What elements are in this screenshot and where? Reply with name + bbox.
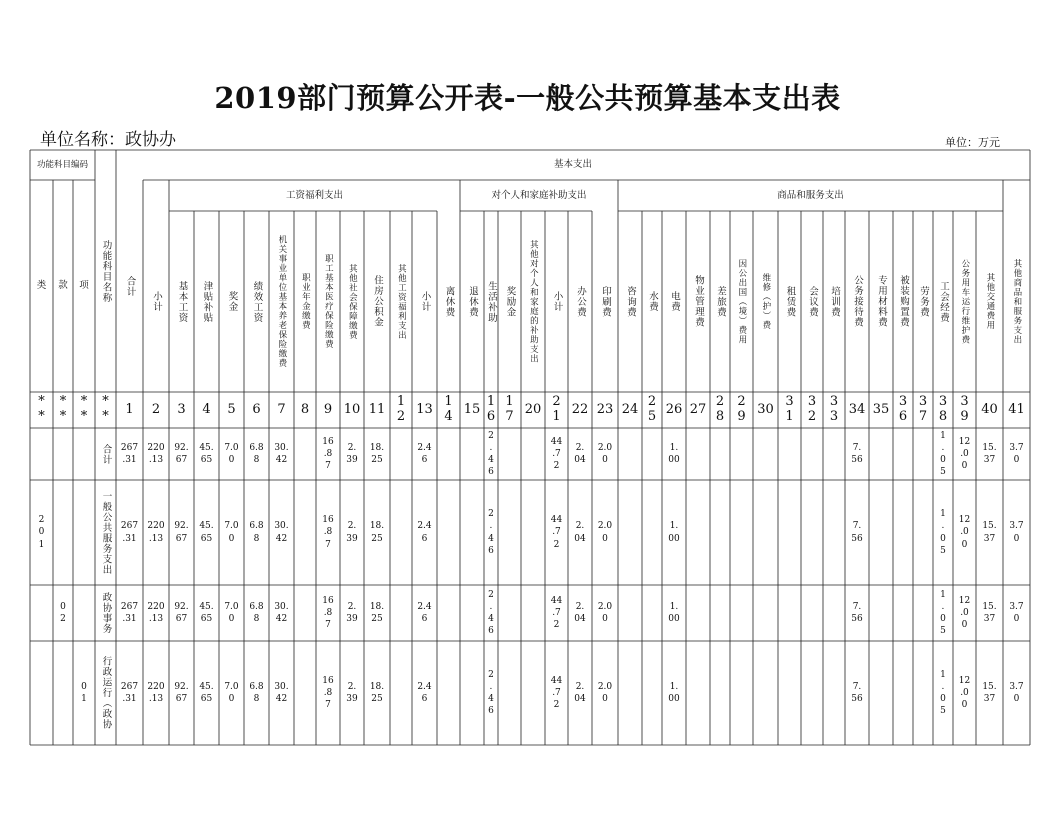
row-value-cell xyxy=(294,585,316,641)
index-cell: 11 xyxy=(368,401,386,417)
row-value-cell xyxy=(437,428,460,480)
row-value-cell: 2 . 4 6 xyxy=(488,589,494,637)
row-value-cell: 267 .31 xyxy=(120,442,139,465)
row-value-cell xyxy=(753,428,778,480)
row-value-cell: 220 .13 xyxy=(147,442,165,465)
row-value-cell: 2.0 0 xyxy=(597,442,613,465)
row-value-cell xyxy=(778,641,801,745)
row-value-cell xyxy=(390,641,412,745)
func-name-header: 功能科目名称 xyxy=(100,239,112,303)
index-cell: 2 xyxy=(151,401,161,417)
row-name-cell: 政协事务 xyxy=(100,592,112,634)
row-value-cell xyxy=(893,585,913,641)
row-value-cell xyxy=(778,480,801,585)
row-value-cell: 30. 42 xyxy=(274,601,289,624)
row-value-cell: 2 . 4 6 xyxy=(488,509,494,556)
column-header: 其他工资福利支出 xyxy=(396,263,407,340)
row-value-cell: 2 . 4 6 xyxy=(488,430,494,478)
row-value-cell xyxy=(869,585,893,641)
index-cell: * * xyxy=(80,394,88,424)
row-value-cell: 12 .0 0 xyxy=(958,595,971,631)
row-value-cell xyxy=(730,641,753,745)
column-header: 公务用车运行维护费 xyxy=(959,258,970,345)
column-header: 租赁费 xyxy=(784,285,796,318)
row-value-cell: 30. 42 xyxy=(274,681,289,704)
row-value-cell: 267 .31 xyxy=(120,521,139,544)
row-value-cell xyxy=(869,641,893,745)
column-header: 奖金 xyxy=(226,291,238,312)
row-value-cell: 6.8 8 xyxy=(249,442,264,465)
row-value-cell: 2. 04 xyxy=(574,521,586,544)
row-value-cell xyxy=(460,641,484,745)
row-name-cell: 一般公共服务支出 xyxy=(100,490,112,575)
row-value-cell xyxy=(913,585,933,641)
column-header: 小计 xyxy=(419,291,431,312)
index-cell: 22 xyxy=(571,401,589,417)
row-value-cell xyxy=(498,480,521,585)
row-value-cell xyxy=(730,585,753,641)
row-name-cell: 合计 xyxy=(100,443,112,465)
column-header: 差旅费 xyxy=(714,285,726,318)
row-value-cell: 16 .8 7 xyxy=(322,595,334,631)
row-value-cell: 6.8 8 xyxy=(249,681,264,704)
row-value-cell xyxy=(498,641,521,745)
row-value-cell: 220 .13 xyxy=(147,521,165,544)
row-value-cell xyxy=(913,641,933,745)
row-value-cell xyxy=(498,428,521,480)
row-value-cell xyxy=(686,585,710,641)
row-value-cell: 12 .0 0 xyxy=(958,675,971,711)
row-value-cell: 7. 56 xyxy=(851,442,863,465)
goods-group-header: 商品和服务支出 xyxy=(777,189,844,201)
page-title: 2019部门预算公开表-一般公共预算基本支出表 xyxy=(214,81,841,115)
row-value-cell: 30. 42 xyxy=(274,442,289,465)
column-header: 会议费 xyxy=(806,285,818,318)
row-value-cell: 44 .7 2 xyxy=(550,675,563,711)
column-header: 培训费 xyxy=(828,285,840,318)
row-value-cell: 3.7 0 xyxy=(1009,521,1024,544)
row-value-cell: 3.7 0 xyxy=(1009,601,1024,624)
row-value-cell: 16 .8 7 xyxy=(322,436,334,472)
index-cell: 3 1 xyxy=(785,394,794,424)
row-value-cell xyxy=(521,641,545,745)
row-value-cell: 16 .8 7 xyxy=(322,675,334,711)
index-cell: 1 6 xyxy=(486,394,496,424)
row-value-cell xyxy=(893,641,913,745)
row-value-cell: 220 .13 xyxy=(147,681,165,704)
index-cell: 27 xyxy=(689,401,707,417)
row-value-cell xyxy=(869,428,893,480)
row-value-cell xyxy=(642,428,662,480)
column-header: 绩效工资 xyxy=(251,280,263,323)
row-value-cell xyxy=(521,428,545,480)
row-value-cell xyxy=(913,480,933,585)
row-value-cell xyxy=(521,480,545,585)
row-value-cell: 2. 39 xyxy=(346,442,358,465)
row-value-cell: 18. 25 xyxy=(369,442,385,465)
row-value-cell: 18. 25 xyxy=(369,681,385,704)
column-header: 机关事业单位基本养老保险缴费 xyxy=(276,235,287,368)
row-value-cell: 1 . 0 5 xyxy=(940,589,946,637)
func-code-header: 功能科目编码 xyxy=(36,159,88,170)
wage-group-header: 工资福利支出 xyxy=(285,189,343,201)
column-header: 物业管理费 xyxy=(692,275,704,328)
unit-name: 单位名称：政协办 xyxy=(40,130,176,150)
unit-label: 单位：万元 xyxy=(945,136,1000,149)
row-value-cell: 45. 65 xyxy=(199,681,214,704)
row-value-cell: 2.4 6 xyxy=(417,521,432,544)
column-header: 住房公积金 xyxy=(371,275,383,328)
row-value-cell: 45. 65 xyxy=(199,442,214,465)
row-value-cell xyxy=(893,428,913,480)
index-cell: 3 xyxy=(177,401,186,417)
row-value-cell: 2. 04 xyxy=(574,681,586,704)
row-kuan-cell xyxy=(53,641,73,745)
row-value-cell: 1 . 0 5 xyxy=(940,430,946,478)
row-lei-cell xyxy=(30,641,53,745)
column-header: 工会经费 xyxy=(937,280,949,323)
column-header: 其他商品和服务支出 xyxy=(1011,258,1022,345)
column-header: 电费 xyxy=(668,291,680,312)
column-header: 小计 xyxy=(150,291,162,312)
row-value-cell xyxy=(801,428,823,480)
index-cell: 13 xyxy=(416,401,433,417)
row-lei-cell xyxy=(30,585,53,641)
row-value-cell xyxy=(869,480,893,585)
row-value-cell: 2.4 6 xyxy=(417,442,432,465)
column-header: 职工基本医疗保险缴费 xyxy=(323,254,334,349)
index-cell: 1 xyxy=(125,401,134,417)
row-value-cell xyxy=(498,585,521,641)
kuan-header: 款 xyxy=(58,280,68,292)
row-value-cell xyxy=(294,641,316,745)
row-value-cell xyxy=(618,585,642,641)
index-cell: 3 2 xyxy=(807,394,817,424)
row-value-cell: 7. 56 xyxy=(851,601,863,624)
row-kuan-cell xyxy=(53,480,73,585)
row-value-cell: 30. 42 xyxy=(274,521,289,544)
row-xiang-cell xyxy=(73,480,95,585)
row-value-cell: 92. 67 xyxy=(174,681,189,704)
row-value-cell xyxy=(390,428,412,480)
index-cell: * * xyxy=(59,394,67,424)
row-value-cell: 45. 65 xyxy=(199,521,214,544)
row-value-cell: 2. 04 xyxy=(574,601,586,624)
row-value-cell xyxy=(686,428,710,480)
basic-expense-header: 基本支出 xyxy=(553,159,592,171)
index-cell: 23 xyxy=(596,401,614,417)
index-cell: 3 3 xyxy=(829,394,839,424)
row-kuan-cell: 0 2 xyxy=(60,601,66,624)
row-value-cell xyxy=(753,641,778,745)
column-header: 离休费 xyxy=(443,285,455,318)
index-cell: 20 xyxy=(524,401,542,417)
column-header: 公务接待费 xyxy=(851,275,863,328)
index-cell: 9 xyxy=(323,401,333,417)
index-cell: 3 7 xyxy=(918,394,928,424)
row-value-cell: 267 .31 xyxy=(120,681,139,704)
index-cell: 35 xyxy=(872,401,890,417)
row-value-cell: 2.0 0 xyxy=(597,681,613,704)
row-value-cell xyxy=(913,428,933,480)
row-value-cell: 7. 56 xyxy=(851,521,863,544)
row-value-cell: 1. 00 xyxy=(668,521,680,544)
row-value-cell xyxy=(801,480,823,585)
row-value-cell xyxy=(778,585,801,641)
column-header: 职业年金缴费 xyxy=(300,273,311,330)
row-value-cell xyxy=(686,641,710,745)
row-value-cell xyxy=(437,641,460,745)
index-cell: 3 8 xyxy=(938,394,948,424)
row-value-cell xyxy=(753,480,778,585)
column-header: 基本工资 xyxy=(176,280,188,323)
row-value-cell: 1. 00 xyxy=(668,601,680,624)
index-cell: 30 xyxy=(757,401,774,417)
row-value-cell: 12 .0 0 xyxy=(958,515,971,550)
row-value-cell: 18. 25 xyxy=(369,601,385,624)
row-value-cell: 3.7 0 xyxy=(1009,442,1024,465)
row-value-cell xyxy=(823,428,845,480)
index-cell: 6 xyxy=(252,401,261,417)
row-value-cell: 18. 25 xyxy=(369,521,385,544)
row-value-cell: 2 . 4 6 xyxy=(488,669,494,717)
row-value-cell xyxy=(893,480,913,585)
column-header: 生活补助 xyxy=(485,280,497,323)
index-cell: 1 4 xyxy=(444,394,453,424)
row-value-cell: 44 .7 2 xyxy=(550,436,563,472)
column-header: 其他对个人和家庭的补助支出 xyxy=(528,239,539,364)
row-value-cell xyxy=(521,585,545,641)
row-value-cell xyxy=(437,585,460,641)
row-value-cell: 44 .7 2 xyxy=(550,595,563,631)
row-value-cell: 44 .7 2 xyxy=(550,515,563,550)
row-value-cell xyxy=(753,585,778,641)
index-cell: 2 8 xyxy=(715,394,725,424)
row-value-cell: 1. 00 xyxy=(668,442,680,465)
row-value-cell: 2. 04 xyxy=(574,442,586,465)
row-value-cell: 1 . 0 5 xyxy=(940,669,946,717)
column-header: 其他交通费用 xyxy=(984,273,995,330)
index-cell: 8 xyxy=(300,401,310,417)
index-cell: 15 xyxy=(463,401,481,417)
index-cell: * * xyxy=(102,394,109,424)
row-lei-cell xyxy=(30,428,53,480)
row-value-cell: 12 .0 0 xyxy=(958,436,971,472)
index-cell: 34 xyxy=(848,401,866,417)
row-xiang-cell: 0 1 xyxy=(81,681,87,704)
row-value-cell: 1 . 0 5 xyxy=(940,509,946,556)
row-value-cell xyxy=(710,428,730,480)
row-value-cell: 2. 39 xyxy=(346,601,358,624)
row-value-cell: 15. 37 xyxy=(982,601,997,624)
row-value-cell: 2. 39 xyxy=(346,681,358,704)
index-cell: 7 xyxy=(277,401,286,417)
lei-header: 类 xyxy=(36,280,47,292)
row-value-cell: 7.0 0 xyxy=(224,601,239,624)
row-value-cell xyxy=(294,428,316,480)
row-value-cell xyxy=(801,585,823,641)
row-value-cell xyxy=(460,480,484,585)
row-value-cell: 92. 67 xyxy=(174,521,189,544)
column-header: 专用材料费 xyxy=(875,275,887,328)
row-xiang-cell xyxy=(73,428,95,480)
row-value-cell: 7.0 0 xyxy=(224,521,239,544)
row-value-cell: 92. 67 xyxy=(174,601,189,624)
index-cell: 3 9 xyxy=(960,394,969,424)
row-lei-cell: 2 0 1 xyxy=(38,515,45,550)
row-value-cell xyxy=(823,480,845,585)
index-cell: 40 xyxy=(981,401,998,417)
column-header: 被装购置费 xyxy=(897,275,909,328)
index-cell: 4 xyxy=(202,401,211,417)
row-kuan-cell xyxy=(53,428,73,480)
total-header: 合计 xyxy=(124,275,136,297)
column-header: 印刷费 xyxy=(599,285,611,318)
index-cell: 5 xyxy=(227,401,236,417)
row-value-cell: 15. 37 xyxy=(982,442,997,465)
row-value-cell xyxy=(642,641,662,745)
row-value-cell: 16 .8 7 xyxy=(322,515,334,550)
index-cell: 1 2 xyxy=(396,394,406,424)
row-name-cell: 行政运行（政协 xyxy=(100,656,112,730)
row-value-cell: 6.8 8 xyxy=(249,521,264,544)
column-header: 维修（护）费 xyxy=(760,273,771,330)
xiang-header: 项 xyxy=(79,280,89,292)
column-header: 津贴补贴 xyxy=(201,280,213,323)
row-value-cell xyxy=(801,641,823,745)
row-value-cell xyxy=(390,585,412,641)
row-value-cell xyxy=(390,480,412,585)
row-value-cell xyxy=(686,480,710,585)
column-header: 咨询费 xyxy=(624,285,636,318)
column-header: 因公出国（境）费用 xyxy=(736,258,747,345)
row-value-cell xyxy=(778,428,801,480)
index-cell: 2 9 xyxy=(737,394,746,424)
row-value-cell: 92. 67 xyxy=(174,442,189,465)
row-value-cell xyxy=(437,480,460,585)
row-value-cell: 267 .31 xyxy=(120,601,139,624)
column-header: 小计 xyxy=(551,291,563,312)
row-value-cell: 220 .13 xyxy=(147,601,165,624)
row-value-cell xyxy=(618,641,642,745)
row-value-cell: 2.4 6 xyxy=(417,601,432,624)
row-value-cell xyxy=(730,480,753,585)
row-value-cell: 15. 37 xyxy=(982,681,997,704)
row-value-cell xyxy=(730,428,753,480)
index-cell: 3 6 xyxy=(898,394,908,424)
row-value-cell: 2.4 6 xyxy=(417,681,432,704)
row-value-cell xyxy=(710,480,730,585)
column-header: 其他社会保障缴费 xyxy=(347,263,358,340)
column-header: 水费 xyxy=(646,291,658,312)
row-value-cell xyxy=(460,428,484,480)
row-value-cell xyxy=(642,585,662,641)
row-value-cell: 3.7 0 xyxy=(1009,681,1024,704)
row-xiang-cell xyxy=(73,585,95,641)
row-value-cell xyxy=(710,585,730,641)
row-value-cell xyxy=(294,480,316,585)
index-cell: 2 1 xyxy=(552,394,561,424)
row-value-cell: 2.0 0 xyxy=(597,521,613,544)
column-header: 办公费 xyxy=(574,285,586,318)
row-value-cell: 7.0 0 xyxy=(224,681,239,704)
index-cell: * * xyxy=(38,394,45,424)
column-header: 奖励金 xyxy=(504,285,516,318)
index-cell: 26 xyxy=(665,401,683,417)
row-value-cell: 1. 00 xyxy=(668,681,680,704)
column-header: 退休费 xyxy=(466,285,478,318)
column-header: 劳务费 xyxy=(917,285,929,318)
row-value-cell: 45. 65 xyxy=(199,601,214,624)
row-value-cell xyxy=(823,585,845,641)
row-value-cell: 2.0 0 xyxy=(597,601,613,624)
index-cell: 24 xyxy=(621,401,639,417)
personal-group-header: 对个人和家庭补助支出 xyxy=(491,189,587,201)
row-value-cell xyxy=(618,480,642,585)
index-cell: 2 5 xyxy=(647,394,657,424)
index-cell: 41 xyxy=(1008,401,1025,417)
index-cell: 1 7 xyxy=(505,394,514,424)
row-value-cell xyxy=(823,641,845,745)
row-value-cell: 2. 39 xyxy=(346,521,358,544)
index-cell: 10 xyxy=(343,401,361,417)
row-value-cell xyxy=(618,428,642,480)
row-value-cell xyxy=(710,641,730,745)
row-value-cell: 15. 37 xyxy=(982,521,997,544)
row-value-cell xyxy=(642,480,662,585)
row-value-cell: 6.8 8 xyxy=(249,601,264,624)
row-value-cell: 7. 56 xyxy=(851,681,863,704)
row-value-cell xyxy=(460,585,484,641)
row-value-cell: 7.0 0 xyxy=(224,442,239,465)
